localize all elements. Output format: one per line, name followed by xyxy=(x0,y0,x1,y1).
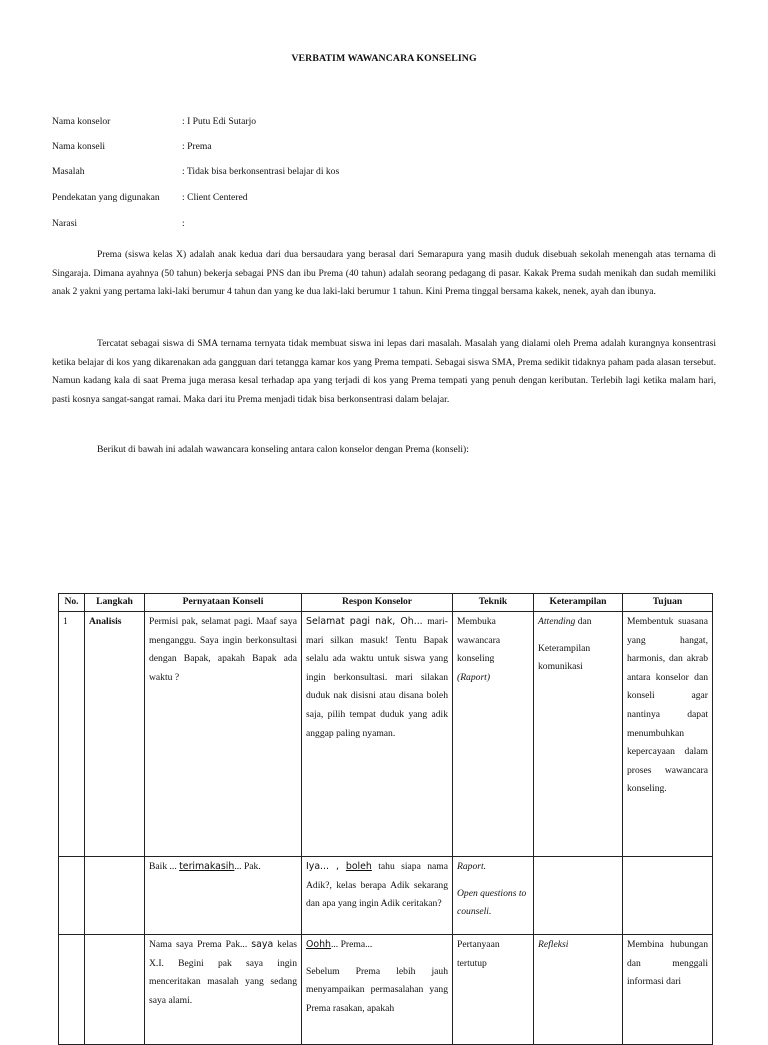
respon-underlined: Oohh xyxy=(306,939,331,950)
spacer xyxy=(538,632,618,640)
header-keterampilan: Keterampilan xyxy=(534,594,623,612)
teknik-text: Raport. xyxy=(457,861,487,872)
cell-keterampilan xyxy=(534,857,623,935)
cell-tujuan: Membina hubungan dan menggali informasi dari xyxy=(623,935,713,1045)
info-row-konseli xyxy=(52,140,732,154)
pernyataan-text: ... Pak. xyxy=(234,861,261,872)
info-row-narasi xyxy=(52,217,732,231)
verbatim-table xyxy=(58,593,713,1045)
cell-langkah: Analisis xyxy=(85,612,145,857)
table-header-row xyxy=(59,594,713,612)
respon-greeting: Selamat pagi nak, Oh... xyxy=(306,616,423,627)
header-respon-konselor: Respon Konselor xyxy=(302,594,453,612)
cell-respon xyxy=(302,857,453,935)
cell-pernyataan xyxy=(145,857,302,935)
info-label: Nama konseli xyxy=(52,141,106,152)
info-value: : I Putu Edi Sutarjo xyxy=(182,116,257,127)
cell-tujuan: Membentuk suasana yang hangat, harmonis, dan akrab antara konselor dan konseli agar nantinya dapat menumbuhkan kepercayaan dalam proses wawancara konseling. xyxy=(623,612,713,857)
respon-line xyxy=(306,936,448,955)
header-langkah: Langkah xyxy=(85,594,145,612)
keterampilan-text: Keterampilan komunikasi xyxy=(538,642,591,673)
cell-langkah xyxy=(85,857,145,935)
info-value: : Prema xyxy=(182,141,212,152)
info-label: Masalah xyxy=(52,166,85,177)
cell-respon xyxy=(302,612,453,857)
teknik-note: Open questions to counseli. xyxy=(457,887,527,918)
document-title: VERBATIM WAWANCARA KONSELING xyxy=(291,53,477,64)
keterampilan-and: dan xyxy=(575,616,592,627)
keterampilan-line xyxy=(538,613,618,632)
pernyataan-text: kelas X.I. Begini pak saya ingin menceritakan masalah yang sedang saya alami. xyxy=(149,939,297,1006)
cell-keterampilan xyxy=(534,612,623,857)
cell-tujuan xyxy=(623,857,713,935)
info-row-pendekatan xyxy=(52,191,732,205)
spacer xyxy=(457,877,529,885)
table-row xyxy=(59,935,713,1045)
info-value: : Client Centered xyxy=(182,192,248,203)
info-label: Nama konselor xyxy=(52,116,111,127)
respon-text: Sebelum Prema lebih jauh menyampaikan permasalahan yang Prema rasakan, apakah xyxy=(306,965,448,1014)
pernyataan-text: Baik ... xyxy=(149,861,180,872)
cell-pernyataan xyxy=(145,935,302,1045)
teknik-note: (Raport) xyxy=(457,671,491,683)
narrative-paragraph-1: Prema (siswa kelas X) adalah anak kedua dari dua bersaudara yang berasal dari Semarapura yang masih duduk disebuah sekolah menengah atas ternama di Singaraja. Dimana ayahnya (50 tahun) bekerja sebagai PNS dan ibu Prema (40 tahun) adalah seorang pedagang di pasar. Kakak Prema sudah menikah dan sudah memiliki anak 2 yakni yang pertama laki-laki berumur 4 tahun dan yang ke dua laki-laki berumur 1 tahun. Kini Prema tinggal bersama kakek, nenek, ayah dan ibunya. xyxy=(52,249,716,298)
header-tujuan: Tujuan xyxy=(623,594,713,612)
cell-teknik xyxy=(453,612,534,857)
table-row xyxy=(59,857,713,935)
pernyataan-sans: saya xyxy=(251,939,274,950)
cell-teknik xyxy=(453,857,534,935)
info-value: : Tidak bisa berkonsentrasi belajar di kos xyxy=(182,166,340,177)
cell-langkah xyxy=(85,935,145,1045)
pernyataan-text: Nama saya Prema Pak... xyxy=(149,939,252,950)
cell-pernyataan: Permisi pak, selamat pagi. Maaf saya menganggu. Saya ingin berkonsultasi dengan Bapak, apakah Bapak ada waktu ? xyxy=(145,612,302,857)
cell-no xyxy=(59,857,85,935)
info-label: Narasi xyxy=(52,218,78,229)
respon-text: tahu siapa nama Adik?, kelas berapa Adik sekarang dan apa yang ingin Adik ceritakan? xyxy=(306,861,448,910)
header-no: No. xyxy=(59,594,85,612)
cell-respon xyxy=(302,935,453,1045)
cell-no: 1 xyxy=(59,612,85,857)
respon-text: Iya... , xyxy=(306,861,346,872)
info-label: Pendekatan yang digunakan xyxy=(52,192,160,203)
table-row xyxy=(59,612,713,857)
cell-keterampilan: Refleksi xyxy=(534,935,623,1045)
header-teknik: Teknik xyxy=(453,594,534,612)
cell-no xyxy=(59,935,85,1045)
keterampilan-attending: Attending xyxy=(538,616,576,627)
respon-underlined: boleh xyxy=(345,861,372,872)
cell-teknik: Pertanyaan tertutup xyxy=(453,935,534,1045)
narrative-paragraph-2: Tercatat sebagai siswa di SMA ternama ternyata tidak membuat siswa ini lepas dari masalah. Masalah yang dialami oleh Prema adalah kurangnya konsentrasi ketika belajar di kos yang dikarenakan ada gangguan dari tetangga kamar kos yang Prema tempati. Sebagai siswa SMA, Prema sedikit tidaknya paham pada alasan tersebut. Namun kadang kala di saat Prema juga merasa kesal terhadap apa yang terjadi di kos yang Prema tempati yang penuh dengan keributan. Terlebih lagi ketika malam hari, pasti kosnya sangat-sangat ramai. Maka dari itu Prema menjadi tidak bisa berkonsentrasi dalam belajar. xyxy=(52,338,716,405)
info-row-konselor xyxy=(52,115,732,129)
respon-text: ... Prema... xyxy=(331,939,373,950)
pernyataan-underlined: terimakasih xyxy=(179,861,235,872)
respon-text: mari-mari silkan masuk! Tentu Bapak selalu ada waktu untuk siswa yang ingin berkonsultasi. mari silakan duduk nak disisni atau disana boleh saja, pilih tempat duduk yang adik anggap paling nyaman. xyxy=(306,616,448,739)
teknik-text: Membuka wawancara konseling xyxy=(457,616,501,665)
info-row-masalah xyxy=(52,165,732,179)
header-pernyataan-konseli: Pernyataan Konseli xyxy=(145,594,302,612)
info-value: : xyxy=(182,218,185,229)
spacer xyxy=(306,955,448,963)
narrative-paragraph-3: Berikut di bawah ini adalah wawancara konseling antara calon konselor dengan Prema (konseli): xyxy=(97,444,469,455)
